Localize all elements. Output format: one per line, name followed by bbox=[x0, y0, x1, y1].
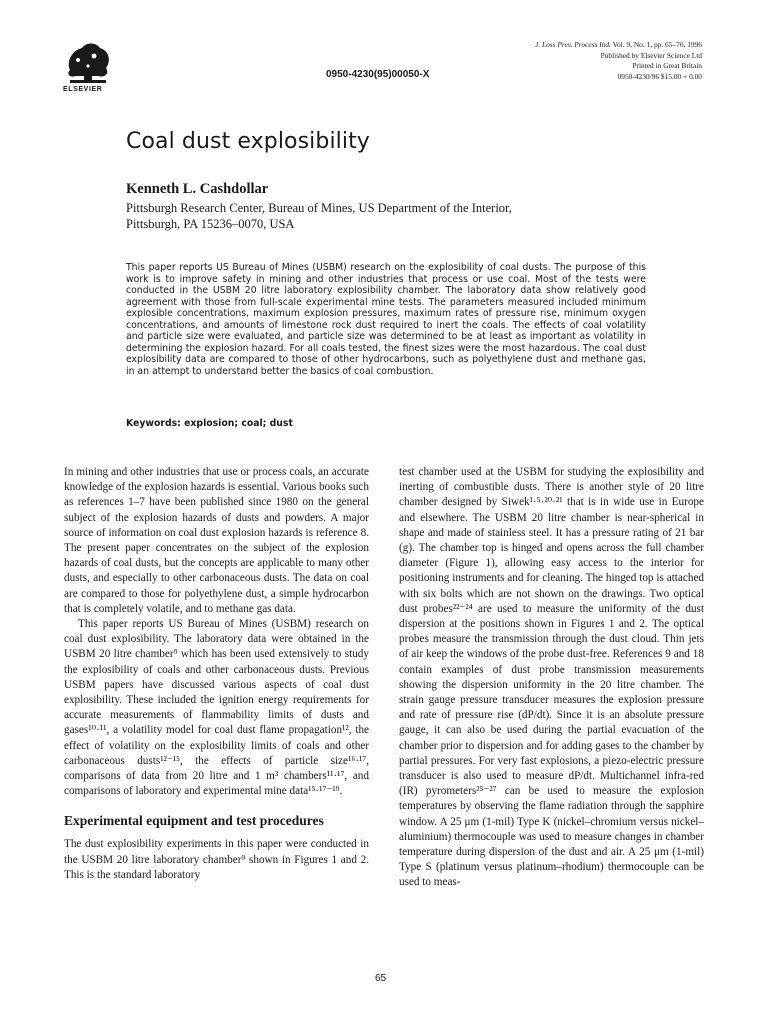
citation-block bbox=[535, 40, 702, 82]
paragraph: test chamber used at the USBM for studying the explosibility and inerting of combustible dusts. There is another style of 20 litre chamber designed by Siwek¹·⁵·²⁰·²¹ that is in wide use in Europe and elsewhere. The USBM 20 litre chamber is near-spherical in shape and made of stainless steel. It has a pressure rating of 21 bar (g). The chamber top is hinged and opens across the full chamber diameter (Figure 1), allowing easy access to the interior for positioning instruments and for cleaning. The hinged top is attached with six bolts which are not shown on the drawings. Two optical dust probes²²⁻²⁴ are used to measure the uniformity of the dust dispersion at the positions shown in Figures 1 and 2. The optical probes measure the transmission through the dust cloud. Thin jets of air keep the windows of the probe dust-free. References 9 and 18 contain examples of dust probe transmission measurements showing the dispersion uniformity in the 20 litre chamber. The strain gauge pressure transducer measures the explosion pressure and rate of pressure rise (dP/dt). Since it is an absolute pressure gauge, it can also be used during the partial evacuation of the chamber prior to dispersion and for adding gases to the chamber by partial pressures. For very fast explosions, a piezo-electric pressure transducer is also used to measure dP/dt. Multichannel infra-red (IR) pyrometers²⁵⁻²⁷ can be used to measure the explosion temperatures by observing the flame radiation through the sapphire window. A 25 μm (1-mil) Type K (nickel–chromium versus nickel–aluminium) thermocouple was used to measure changes in chamber temperature during dispersion of the dust and air. A 25 μm (1-mil) Type S (platinum versus platinum–rhodium) thermocouple can be used to meas- bbox=[399, 466, 704, 889]
citation-price: 0950-4230/96 $15.00 + 0.00 bbox=[617, 71, 702, 81]
abstract: This paper reports US Bureau of Mines (USBM) research on the explosibility of coal dusts. The purpose of this work is to improve safety in mining and other industries that process or use coal. Most of the tests were conducted in the USBM 20 litre laboratory explosibility chamber. The laboratory data show relatively good agreement with those from full-scale experimental mine tests. The parameters measured included minimum explosible concentrations, maximum explosion pressures, maximum rates of pressure rise, minimum oxygen concentrations, and amounts of limestone rock dust required to inert the coals. The effects of coal volatility and particle size were evaluated, and particle size was determined to be at least as important as volatility in determining the explosion hazard. For all coals tested, the finest sizes were the most hazardous. The coal dust explosibility data are compared to those of other hydrocarbons, such as polyethylene dust and methane gas, in an attempt to understand better the basics of coal combustion. bbox=[126, 262, 646, 377]
author-name: Kenneth L. Cashdollar bbox=[126, 181, 269, 197]
paragraph: The dust explosibility experiments in this paper were conducted in the USBM 20 litre laboratory chamber⁹ shown in Figures 1 and 2. This is the standard laboratory bbox=[64, 838, 369, 881]
citation-printed: Printed in Great Britain bbox=[632, 61, 702, 70]
paragraph: This paper reports US Bureau of Mines (USBM) research on coal dust explosibility. The laboratory data were obtained in the USBM 20 litre chamber⁹ which has been used extensively to study the explosibility of coals and other carbonaceous dusts. Previous USBM papers have discussed various aspects of coal dust explosibility. These included the ignition energy requirements for accurate measurements of flammability limits of dusts and gases¹⁰·¹¹, a volatility model for coal dust flame propagation¹², the effect of volatility on the explosibility limits of coals and other carbonaceous dusts¹²⁻¹⁵, the effects of particle size¹⁶·¹⁷, comparisons of data from 20 litre and 1 m³ chambers¹¹·¹⁷, and comparisons of laboratory and experimental mine data¹⁵·¹⁷⁻¹⁹. bbox=[64, 618, 369, 798]
body-column-left bbox=[64, 465, 369, 883]
citation-publisher: Published by Elsevier Science Ltd bbox=[600, 50, 702, 60]
document-code: 0950-4230(95)00050-X bbox=[326, 69, 430, 80]
citation-line-1 bbox=[535, 40, 702, 51]
section-heading: Experimental equipment and test procedures bbox=[64, 813, 324, 829]
publisher-name: ELSEVIER bbox=[63, 86, 103, 93]
body-column-right bbox=[399, 465, 704, 891]
article-title: Coal dust explosibility bbox=[126, 129, 370, 154]
page-number: 65 bbox=[375, 973, 387, 984]
keywords: Keywords: explosion; coal; dust bbox=[126, 418, 293, 429]
journal-name: J. Loss Prev. Process Ind. bbox=[535, 40, 611, 49]
affiliation-line-1: Pittsburgh Research Center, Bureau of Mines, US Department of the Interior, bbox=[126, 201, 512, 215]
paragraph: In mining and other industries that use or process coals, an accurate knowledge of the explosion hazards is essential. Various books such as references 1–7 have been published since 1980 on the general subject of the explosion hazards of dusts and powders. A major source of information on coal dust explosion hazards is reference 8. The present paper concentrates on the subject of the explosion hazards of coal dusts, but the concepts are applicable to many other dusts, and especially to other carbonaceous dusts. The data on coal are compared to those for polyethylene dust, a simple hydrocarbon that is completely volatile, and to methane gas data. bbox=[64, 466, 369, 615]
author-affiliation bbox=[126, 200, 512, 232]
affiliation-line-2: Pittsburgh, PA 15236–0070, USA bbox=[126, 217, 295, 231]
journal-volume: Vol. 9, No. 1, pp. 65–76, 1996 bbox=[610, 40, 702, 49]
elsevier-tree-logo bbox=[64, 40, 112, 84]
